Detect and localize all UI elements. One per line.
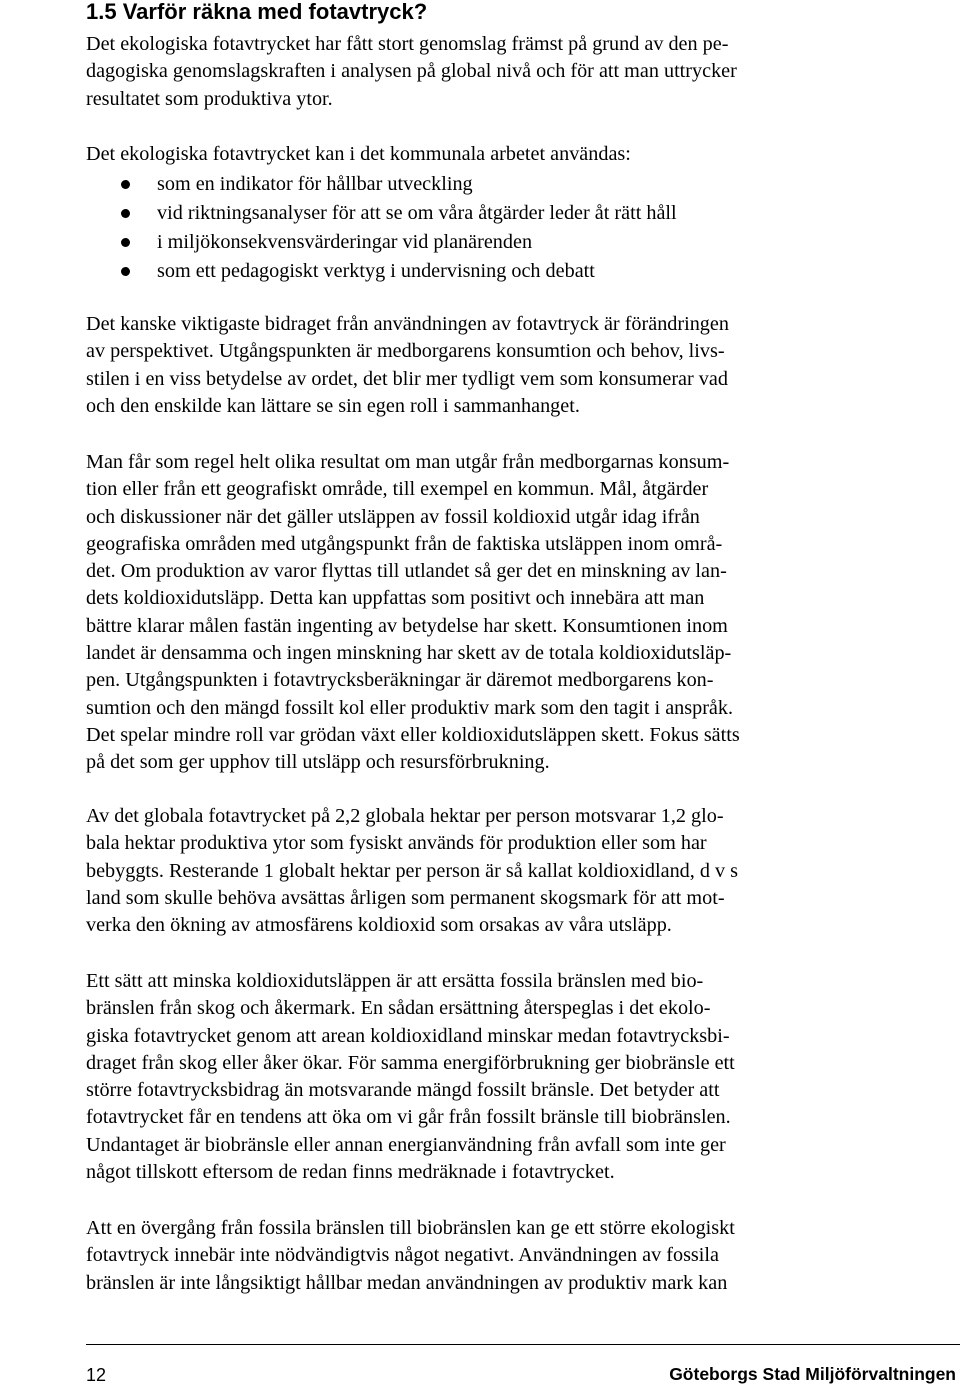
text-line: dets koldioxidutsläpp. Detta kan uppfattas som positivt och innebära att man — [86, 587, 705, 610]
bullet-icon — [121, 180, 130, 189]
list-item-text: vid riktningsanalyser för att se om våra åtgärder leder åt rätt håll — [157, 202, 677, 224]
text-line: Att en övergång från fossila bränslen till biobränslen kan ge ett större ekologiskt — [86, 1217, 735, 1239]
list-item — [86, 228, 866, 257]
text-line: geografiska områden med utgångspunkt från de faktiska utsläppen inom områ- — [86, 532, 723, 555]
paragraph-results — [86, 449, 866, 777]
text-line: fotavtryck innebär inte nödvändigtvis något negativt. Användningen av fossila — [86, 1244, 719, 1267]
text-line: sumtion och den mängd fossilt kol eller produktiv mark som den tagit i anspråk. — [86, 696, 734, 719]
bullet-icon — [121, 238, 130, 247]
list-item-text: som ett pedagogiskt verktyg i undervisning och debatt — [157, 260, 595, 282]
text-line: stilen i en viss betydelse av ordet, det blir mer tydligt vem som konsumerar vad — [86, 367, 728, 390]
text-line: Av det globala fotavtrycket på 2,2 globala hektar per person motsvarar 1,2 glo- — [86, 805, 724, 827]
list-item — [86, 170, 866, 199]
text-line: av perspektivet. Utgångspunkten är medborgarens konsumtion och behov, livs- — [86, 340, 725, 363]
section-heading: 1.5 Varför räkna med fotavtryck? — [86, 0, 428, 24]
text-line: pen. Utgångspunkten i fotavtrycksberäkningar är däremot medborgarens kon- — [86, 669, 714, 692]
text-line: Det spelar mindre roll var grödan växt eller koldioxidutsläppen skett. Fokus sätts — [86, 723, 740, 746]
text-line: land som skulle behöva avsättas årligen som permanent skogsmark för att mot- — [86, 886, 725, 909]
bullet-icon — [121, 209, 130, 218]
text-line: resultatet som produktiva ytor. — [86, 87, 333, 110]
text-line: verka den ökning av atmosfärens koldioxid som orsakas av våra utsläpp. — [86, 914, 672, 937]
text-line: Ett sätt att minska koldioxidutsläppen är att ersätta fossila bränslen med bio- — [86, 970, 704, 992]
text-line: Det kanske viktigaste bidraget från användningen av fotavtryck är förändringen — [86, 313, 729, 335]
text-line: Undantaget är biobränsle eller annan energianvändning från avfall som inte ger — [86, 1133, 726, 1156]
intro-paragraph — [86, 31, 866, 113]
text-line: bränslen är inte långsiktigt hållbar medan användningen av produktiv mark kan — [86, 1271, 728, 1294]
text-line: bränslen från skog och åkermark. En sådan ersättning återspeglas i det ekolo- — [86, 997, 711, 1020]
text-line: dagogiska genomslagskraften i analysen på global nivå och för att man uttrycker — [86, 60, 737, 83]
text-line: Det ekologiska fotavtrycket kan i det kommunala arbetet användas: — [86, 143, 631, 165]
text-line: draget från skog eller åker ökar. För samma energiförbrukning ger biobränsle ett — [86, 1051, 735, 1074]
list-item-text: som en indikator för hållbar utveckling — [157, 173, 473, 195]
text-line: bala hektar produktiva ytor som fysiskt används för produktion eller som har — [86, 832, 707, 855]
paragraph-transition — [86, 1215, 866, 1297]
paragraph-perspective — [86, 311, 866, 420]
list-item-text: i miljökonsekvensvärderingar vid planärenden — [157, 231, 533, 253]
text-line: det. Om produktion av varor flyttas till utlandet så ger det en minskning av lan- — [86, 560, 727, 583]
text-line: Det ekologiska fotavtrycket har fått stort genomslag främst på grund av den pe- — [86, 33, 729, 55]
text-line: giska fotavtrycket genom att arean koldioxidland minskar medan fotavtrycksbi- — [86, 1024, 730, 1047]
text-line: och den enskilde kan lättare se sin egen roll i sammanhanget. — [86, 394, 580, 417]
list-item — [86, 199, 866, 228]
list-intro — [86, 141, 866, 168]
text-line: landet är densamma och ingen minskning har skett av de totala koldioxidutsläp- — [86, 642, 732, 665]
text-line: fotavtrycket får en tendens att öka om vi går från fossilt bränsle till biobränslen. — [86, 1106, 731, 1129]
text-line: något tillskott eftersom de redan finns medräknade i fotavtrycket. — [86, 1161, 615, 1184]
text-line: på det som ger upphov till utsläpp och resursförbrukning. — [86, 751, 550, 774]
footer-divider — [86, 1344, 960, 1345]
footer-organization: Göteborgs Stad Miljöförvaltningen — [669, 1364, 956, 1384]
list-item — [86, 257, 866, 286]
text-line: större fotavtrycksbidrag än motsvarande mängd fossilt bränsle. Det betyder att — [86, 1079, 720, 1102]
bullet-icon — [121, 267, 130, 276]
paragraph-global — [86, 803, 866, 939]
text-line: bättre klarar målen fastän ingenting av betydelse har skett. Konsumtionen inom — [86, 614, 728, 637]
text-line: tion eller från ett geografiskt område, till exempel en kommun. Mål, åtgärder — [86, 478, 709, 501]
text-line: Man får som regel helt olika resultat om man utgår från medborgarnas konsum- — [86, 451, 730, 473]
text-line: bebyggts. Resterande 1 globalt hektar per person är så kallat koldioxidland, d v s — [86, 859, 739, 882]
page-number: 12 — [86, 1365, 107, 1385]
paragraph-biofuel — [86, 968, 866, 1186]
uses-list — [86, 170, 866, 286]
text-line: och diskussioner när det gäller utsläppen av fossil koldioxid utgår idag ifrån — [86, 505, 700, 528]
